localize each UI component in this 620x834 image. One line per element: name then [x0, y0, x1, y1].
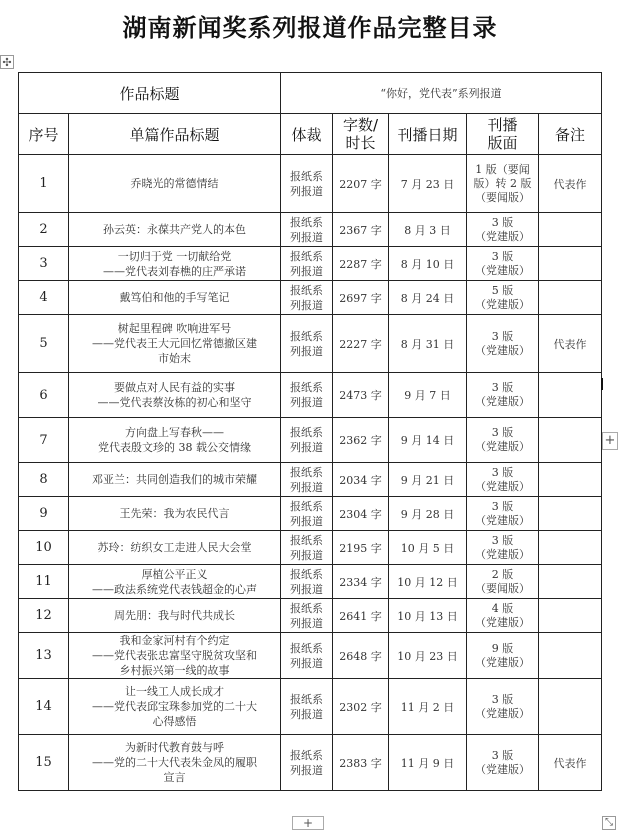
row-number: 1	[19, 155, 69, 213]
page-cell	[467, 565, 539, 599]
page-line: 3 版	[491, 329, 514, 343]
genre-cell	[281, 565, 333, 599]
publish-date-cell: 8 月 10 日	[389, 247, 467, 281]
work-title-cell	[69, 418, 281, 463]
row-number: 10	[19, 531, 69, 565]
page-line: （党建版）	[475, 706, 531, 720]
page-cell	[467, 735, 539, 791]
work-title-cell	[69, 531, 281, 565]
row-number: 6	[19, 373, 69, 418]
genre-line: 报纸系	[290, 692, 324, 706]
page-line: 3 版	[491, 249, 514, 263]
table-row	[19, 247, 602, 281]
genre-line: 报纸系	[290, 249, 324, 263]
row-number: 8	[19, 463, 69, 497]
page-line: （党建版）	[475, 655, 531, 669]
table-row	[19, 679, 602, 735]
work-title-line: 要做点对人民有益的实事	[114, 381, 235, 394]
page-line: （党建版）	[475, 440, 531, 453]
note-cell	[539, 373, 602, 418]
work-title-line: 孙云英：永葆共产党人的本色	[103, 223, 246, 236]
publish-date-cell: 9 月 14 日	[389, 418, 467, 463]
publish-date-cell: 8 月 31 日	[389, 315, 467, 373]
work-title-cell	[69, 155, 281, 213]
work-title-cell	[69, 565, 281, 599]
add-row-button[interactable]: +	[292, 816, 324, 830]
page-line: （党建版）	[475, 229, 531, 243]
table-row	[19, 213, 602, 247]
genre-cell	[281, 315, 333, 373]
table-row	[19, 599, 602, 633]
genre-line: 列报道	[290, 480, 324, 494]
note-cell	[539, 213, 602, 247]
table-row	[19, 531, 602, 565]
word-count-cell: 2034 字	[333, 463, 389, 497]
work-title-cell	[69, 735, 281, 791]
work-title-cell	[69, 315, 281, 373]
header-page	[467, 114, 539, 155]
page-line: 3 版	[491, 499, 514, 513]
work-title-cell	[69, 463, 281, 497]
genre-cell	[281, 599, 333, 633]
work-title-line: 苏玲：纺织女工走进人民大会堂	[97, 541, 252, 554]
word-count-cell: 2697 字	[333, 281, 389, 315]
page-cell	[467, 531, 539, 565]
genre-line: 列报道	[290, 184, 324, 198]
page-line: 3 版	[491, 426, 514, 439]
table-row	[19, 281, 602, 315]
page-line: 3 版	[491, 381, 514, 394]
genre-line: 报纸系	[290, 748, 324, 762]
note-cell	[539, 497, 602, 531]
catalog-table	[18, 72, 602, 791]
header-note: 备注	[539, 114, 602, 155]
note-cell	[539, 463, 602, 497]
word-count-cell: 2334 字	[333, 565, 389, 599]
work-title-cell	[69, 679, 281, 735]
genre-line: 报纸系	[290, 567, 324, 581]
note-cell: 代表作	[539, 315, 602, 373]
work-title-line: ——党的二十大代表朱金凤的履职	[92, 756, 257, 769]
header-words-line2: 时长	[345, 134, 376, 152]
publish-date-cell: 9 月 21 日	[389, 463, 467, 497]
page-line: 5 版	[491, 283, 514, 297]
table-row	[19, 315, 602, 373]
page-line: 3 版	[491, 215, 514, 229]
page-cell	[467, 247, 539, 281]
work-title-line: 为新时代教育鼓与呼	[125, 741, 224, 754]
page-line: （党建版）	[475, 479, 531, 493]
work-title-line: 党代表殷文珍的 38 载公交情缘	[98, 441, 251, 454]
page-title: 湖南新闻奖系列报道作品完整目录	[122, 14, 498, 42]
genre-line: 列报道	[290, 396, 324, 409]
work-title-cell	[69, 633, 281, 679]
work-title-line: 让一线工人成长成才	[125, 685, 224, 698]
table-row	[19, 418, 602, 463]
note-cell	[539, 418, 602, 463]
work-title-line: 乔晓光的常德情结	[130, 177, 219, 190]
table-row	[19, 155, 602, 213]
page-line: （党建版）	[475, 615, 531, 629]
row-number: 12	[19, 599, 69, 633]
row-number: 3	[19, 247, 69, 281]
table-row	[19, 373, 602, 418]
note-cell	[539, 281, 602, 315]
page-line: 3 版	[491, 533, 514, 547]
publish-date-cell: 7 月 23 日	[389, 155, 467, 213]
genre-line: 列报道	[290, 298, 324, 312]
page-cell	[467, 497, 539, 531]
table-row	[19, 565, 602, 599]
genre-line: 列报道	[290, 616, 324, 630]
note-cell	[539, 247, 602, 281]
work-title-line: 戴笃伯和他的手写笔记	[119, 291, 230, 304]
word-count-cell: 2473 字	[333, 373, 389, 418]
header-num: 序号	[19, 114, 69, 155]
word-count-cell: 2304 字	[333, 497, 389, 531]
page-line: 1 版（要闻	[475, 162, 530, 176]
page-cell	[467, 281, 539, 315]
header-page-line1: 刊播	[487, 116, 518, 134]
page-cell	[467, 155, 539, 213]
genre-line: 列报道	[290, 707, 324, 721]
header-genre: 体裁	[281, 114, 333, 155]
genre-line: 报纸系	[290, 169, 324, 183]
page-line: （党建版）	[475, 343, 531, 357]
work-title-cell	[69, 599, 281, 633]
work-title-line: 方向盘上写春秋——	[125, 426, 224, 439]
publish-date-cell: 10 月 23 日	[389, 633, 467, 679]
text-cursor	[601, 378, 603, 390]
page-line: 3 版	[491, 465, 514, 479]
publish-date-cell: 9 月 28 日	[389, 497, 467, 531]
note-cell	[539, 531, 602, 565]
page-line: （党建版）	[475, 513, 531, 527]
genre-line: 报纸系	[290, 465, 324, 479]
row-number: 14	[19, 679, 69, 735]
header-row	[19, 114, 602, 155]
note-cell: 代表作	[539, 735, 602, 791]
word-count-cell: 2195 字	[333, 531, 389, 565]
publish-date-cell: 10 月 5 日	[389, 531, 467, 565]
page-line: （党建版）	[475, 395, 531, 408]
work-title-line: 乡村振兴第一线的故事	[119, 664, 230, 677]
page-line: 3 版	[491, 748, 514, 762]
header-words	[333, 114, 389, 155]
header-page-line2: 版面	[487, 134, 518, 152]
word-count-cell: 2362 字	[333, 418, 389, 463]
work-title-cell	[69, 213, 281, 247]
genre-cell	[281, 531, 333, 565]
note-cell: 代表作	[539, 155, 602, 213]
row-number: 2	[19, 213, 69, 247]
word-count-cell: 2287 字	[333, 247, 389, 281]
genre-cell	[281, 418, 333, 463]
genre-line: 列报道	[290, 264, 324, 278]
page-cell	[467, 463, 539, 497]
page-line: 9 版	[491, 641, 514, 655]
genre-line: 报纸系	[290, 426, 324, 439]
page-cell	[467, 315, 539, 373]
genre-cell	[281, 735, 333, 791]
genre-line: 列报道	[290, 656, 324, 670]
work-title-cell	[69, 247, 281, 281]
genre-cell	[281, 247, 333, 281]
page-line: （党建版）	[475, 762, 531, 776]
work-title-line: 一切归于党 一切献给党	[117, 249, 232, 263]
work-title-line: ——党代表蔡汝栋的初心和坚守	[97, 396, 252, 409]
page-line: 2 版	[491, 567, 514, 581]
table-row	[19, 463, 602, 497]
row-number: 15	[19, 735, 69, 791]
row-number: 7	[19, 418, 69, 463]
genre-line: 列报道	[290, 344, 324, 358]
title-value-cell: “你好，党代表”系列报道	[281, 73, 602, 114]
page-line: 版）转 2 版	[473, 176, 532, 190]
genre-line: 报纸系	[290, 329, 324, 343]
genre-cell	[281, 213, 333, 247]
publish-date-cell: 10 月 13 日	[389, 599, 467, 633]
page-line: （要闻版）	[475, 581, 531, 595]
header-words-line1: 字数/	[342, 116, 379, 134]
row-number: 13	[19, 633, 69, 679]
row-number: 4	[19, 281, 69, 315]
genre-line: 报纸系	[290, 601, 324, 615]
genre-line: 报纸系	[290, 641, 324, 655]
title-row	[19, 73, 602, 114]
row-number: 5	[19, 315, 69, 373]
work-title-line: 心得感悟	[152, 715, 197, 728]
genre-cell	[281, 281, 333, 315]
page-cell	[467, 599, 539, 633]
publish-date-cell: 9 月 7 日	[389, 373, 467, 418]
genre-line: 列报道	[290, 548, 324, 562]
page-line: （党建版）	[475, 547, 531, 561]
work-title-line: 树起里程碑 吹响进军号	[117, 322, 232, 335]
table-move-handle-icon[interactable]: ✣	[0, 55, 14, 69]
genre-line: 报纸系	[290, 381, 324, 394]
publish-date-cell: 10 月 12 日	[389, 565, 467, 599]
table-row	[19, 633, 602, 679]
genre-line: 列报道	[290, 230, 324, 244]
genre-cell	[281, 679, 333, 735]
page-cell	[467, 679, 539, 735]
work-title-line: ——党代表张忠富坚守脱贫攻坚和	[92, 649, 257, 662]
page-cell	[467, 418, 539, 463]
word-count-cell: 2648 字	[333, 633, 389, 679]
work-title-line: 宣言	[163, 771, 186, 784]
genre-line: 报纸系	[290, 215, 324, 229]
word-count-cell: 2641 字	[333, 599, 389, 633]
page-line: 3 版	[491, 692, 514, 706]
work-title-line: 邓亚兰：共同创造我们的城市荣耀	[92, 473, 257, 486]
page-cell	[467, 633, 539, 679]
work-title-line: 市始末	[158, 352, 191, 365]
word-count-cell: 2207 字	[333, 155, 389, 213]
table-row	[19, 735, 602, 791]
publish-date-cell: 8 月 3 日	[389, 213, 467, 247]
word-count-cell: 2367 字	[333, 213, 389, 247]
word-count-cell: 2302 字	[333, 679, 389, 735]
page-line: 4 版	[491, 601, 514, 615]
genre-cell	[281, 373, 333, 418]
genre-cell	[281, 497, 333, 531]
word-count-cell: 2383 字	[333, 735, 389, 791]
work-title-line: 厚植公平正义	[141, 567, 208, 581]
row-number: 9	[19, 497, 69, 531]
publish-date-cell: 11 月 2 日	[389, 679, 467, 735]
work-title-line: ——党代表邱宝珠参加党的二十大	[92, 700, 257, 713]
genre-line: 列报道	[290, 582, 324, 596]
work-title-cell	[69, 497, 281, 531]
row-number: 11	[19, 565, 69, 599]
publish-date-cell: 11 月 9 日	[389, 735, 467, 791]
genre-line: 列报道	[290, 763, 324, 777]
word-count-cell: 2227 字	[333, 315, 389, 373]
header-date: 刊播日期	[389, 114, 467, 155]
work-title-line: ——党代表王大元回忆常德撤区建	[92, 337, 257, 350]
genre-line: 列报道	[290, 441, 324, 454]
add-column-button[interactable]: +	[602, 432, 618, 450]
work-title-line: 周先朋：我与时代共成长	[114, 609, 235, 622]
table-resize-handle-icon[interactable]: ⤡	[602, 816, 616, 830]
genre-cell	[281, 633, 333, 679]
page-cell	[467, 213, 539, 247]
note-cell	[539, 565, 602, 599]
table-row	[19, 497, 602, 531]
work-title-line: 我和金家河村有个约定	[119, 634, 230, 647]
publish-date-cell: 8 月 24 日	[389, 281, 467, 315]
genre-line: 列报道	[290, 514, 324, 528]
work-title-cell	[69, 373, 281, 418]
genre-line: 报纸系	[290, 533, 324, 547]
work-title-line: ——党代表刘春樵的庄严承诺	[103, 264, 246, 278]
page-line: （党建版）	[475, 263, 531, 277]
work-title-line: ——政法系统党代表钱超金的心声	[92, 582, 257, 596]
work-title-line: 王先荣：我为农民代言	[119, 507, 230, 520]
note-cell	[539, 633, 602, 679]
note-cell	[539, 679, 602, 735]
note-cell	[539, 599, 602, 633]
work-title-cell	[69, 281, 281, 315]
header-work-title: 单篇作品标题	[69, 114, 281, 155]
page-line: （党建版）	[475, 297, 531, 311]
genre-cell	[281, 463, 333, 497]
genre-cell	[281, 155, 333, 213]
page-cell	[467, 373, 539, 418]
page-line: （要闻版）	[475, 190, 531, 204]
title-label-cell: 作品标题	[19, 73, 281, 114]
genre-line: 报纸系	[290, 283, 324, 297]
genre-line: 报纸系	[290, 499, 324, 513]
